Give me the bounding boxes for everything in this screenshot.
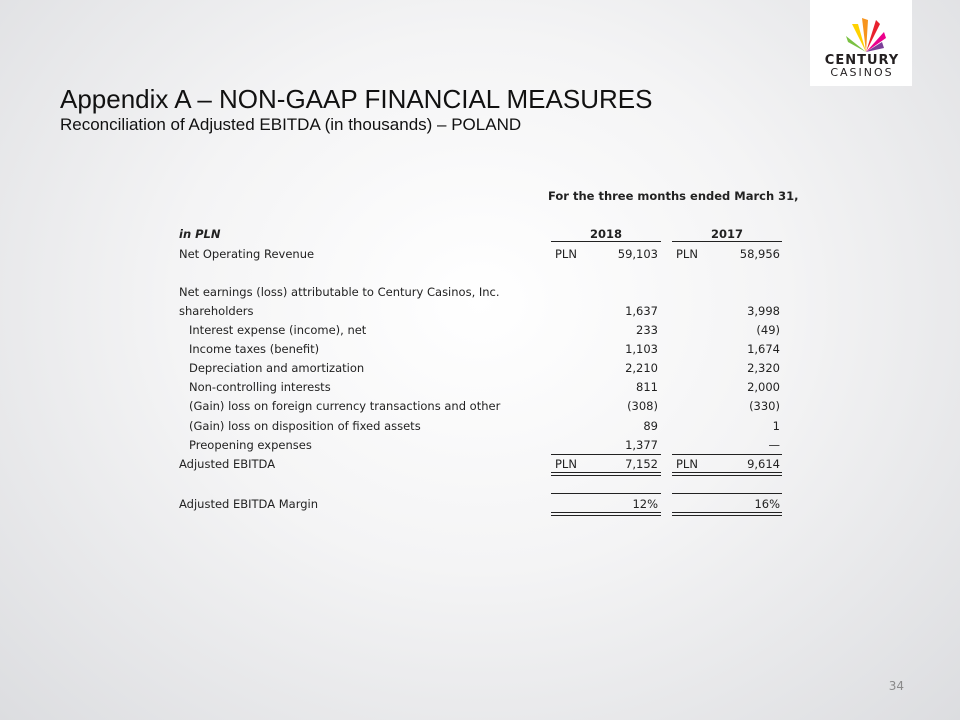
logo-text-century: CENTURY — [824, 53, 900, 68]
value-2017: (49) — [756, 323, 780, 337]
total-rule-2017-a — [672, 472, 782, 473]
margin-top-rule-2017 — [672, 493, 782, 494]
value-2017: 1,674 — [747, 342, 780, 356]
value-2017: 2,000 — [747, 380, 780, 394]
value-2017: 58,956 — [739, 247, 780, 261]
row-label: Net Operating Revenue — [179, 247, 315, 261]
margin-rule-2017-a — [672, 512, 782, 513]
page-title: Appendix A – NON-GAAP FINANCIAL MEASURES — [60, 84, 653, 114]
logo-text-casinos: CASINOS — [830, 66, 894, 79]
row-label: Adjusted EBITDA Margin — [179, 497, 319, 511]
currency-label: PLN — [555, 457, 577, 471]
subtotal-rule-2018 — [551, 454, 661, 455]
page-number: 34 — [888, 679, 904, 693]
value-2018: 1,377 — [625, 438, 658, 452]
total-rule-2018-a — [551, 472, 661, 473]
row-label: shareholders — [179, 304, 254, 318]
value-2018: 1,637 — [625, 304, 658, 318]
year-header-2018: 2018 — [589, 227, 622, 241]
row-label: Non-controlling interests — [189, 380, 331, 394]
value-2017: 16% — [754, 497, 780, 511]
value-2017: 2,320 — [747, 361, 780, 375]
row-label: (Gain) loss on foreign currency transactions and other — [189, 399, 501, 413]
value-2018: 1,103 — [625, 342, 658, 356]
row-label: Preopening expenses — [189, 438, 312, 452]
value-2017: 9,614 — [747, 457, 780, 471]
currency-label: PLN — [555, 247, 577, 261]
margin-top-rule-2018 — [551, 493, 661, 494]
row-label: Net earnings (loss) attributable to Century Casinos, Inc. — [179, 285, 500, 299]
year-header-2017: 2017 — [710, 227, 743, 241]
currency-label: PLN — [676, 247, 698, 261]
value-2018: 59,103 — [617, 247, 658, 261]
total-rule-2017-b — [672, 475, 782, 476]
row-label: Income taxes (benefit) — [189, 342, 320, 356]
row-label: Interest expense (income), net — [189, 323, 367, 337]
row-label: Adjusted EBITDA — [179, 457, 276, 471]
value-2018: 811 — [636, 380, 658, 394]
row-label: (Gain) loss on disposition of fixed assets — [189, 419, 421, 433]
value-2018: 12% — [632, 497, 658, 511]
value-2017: — — [768, 438, 780, 452]
row-label: Depreciation and amortization — [189, 361, 365, 375]
header-underline-2018 — [551, 241, 661, 242]
unit-label: in PLN — [179, 227, 221, 241]
subtotal-rule-2017 — [672, 454, 782, 455]
margin-rule-2018-b — [551, 515, 661, 516]
value-2018: 233 — [636, 323, 658, 337]
value-2018: 2,210 — [625, 361, 658, 375]
value-2017: (330) — [749, 399, 780, 413]
period-header: For the three months ended March 31, — [548, 189, 799, 203]
header-underline-2017 — [672, 241, 782, 242]
margin-rule-2017-b — [672, 515, 782, 516]
value-2018: (308) — [627, 399, 658, 413]
value-2017: 1 — [772, 419, 780, 433]
value-2017: 3,998 — [747, 304, 780, 318]
value-2018: 89 — [643, 419, 658, 433]
total-rule-2018-b — [551, 475, 661, 476]
page-subtitle: Reconciliation of Adjusted EBITDA (in thousands) – POLAND — [60, 115, 522, 134]
margin-rule-2018-a — [551, 512, 661, 513]
value-2018: 7,152 — [625, 457, 658, 471]
currency-label: PLN — [676, 457, 698, 471]
